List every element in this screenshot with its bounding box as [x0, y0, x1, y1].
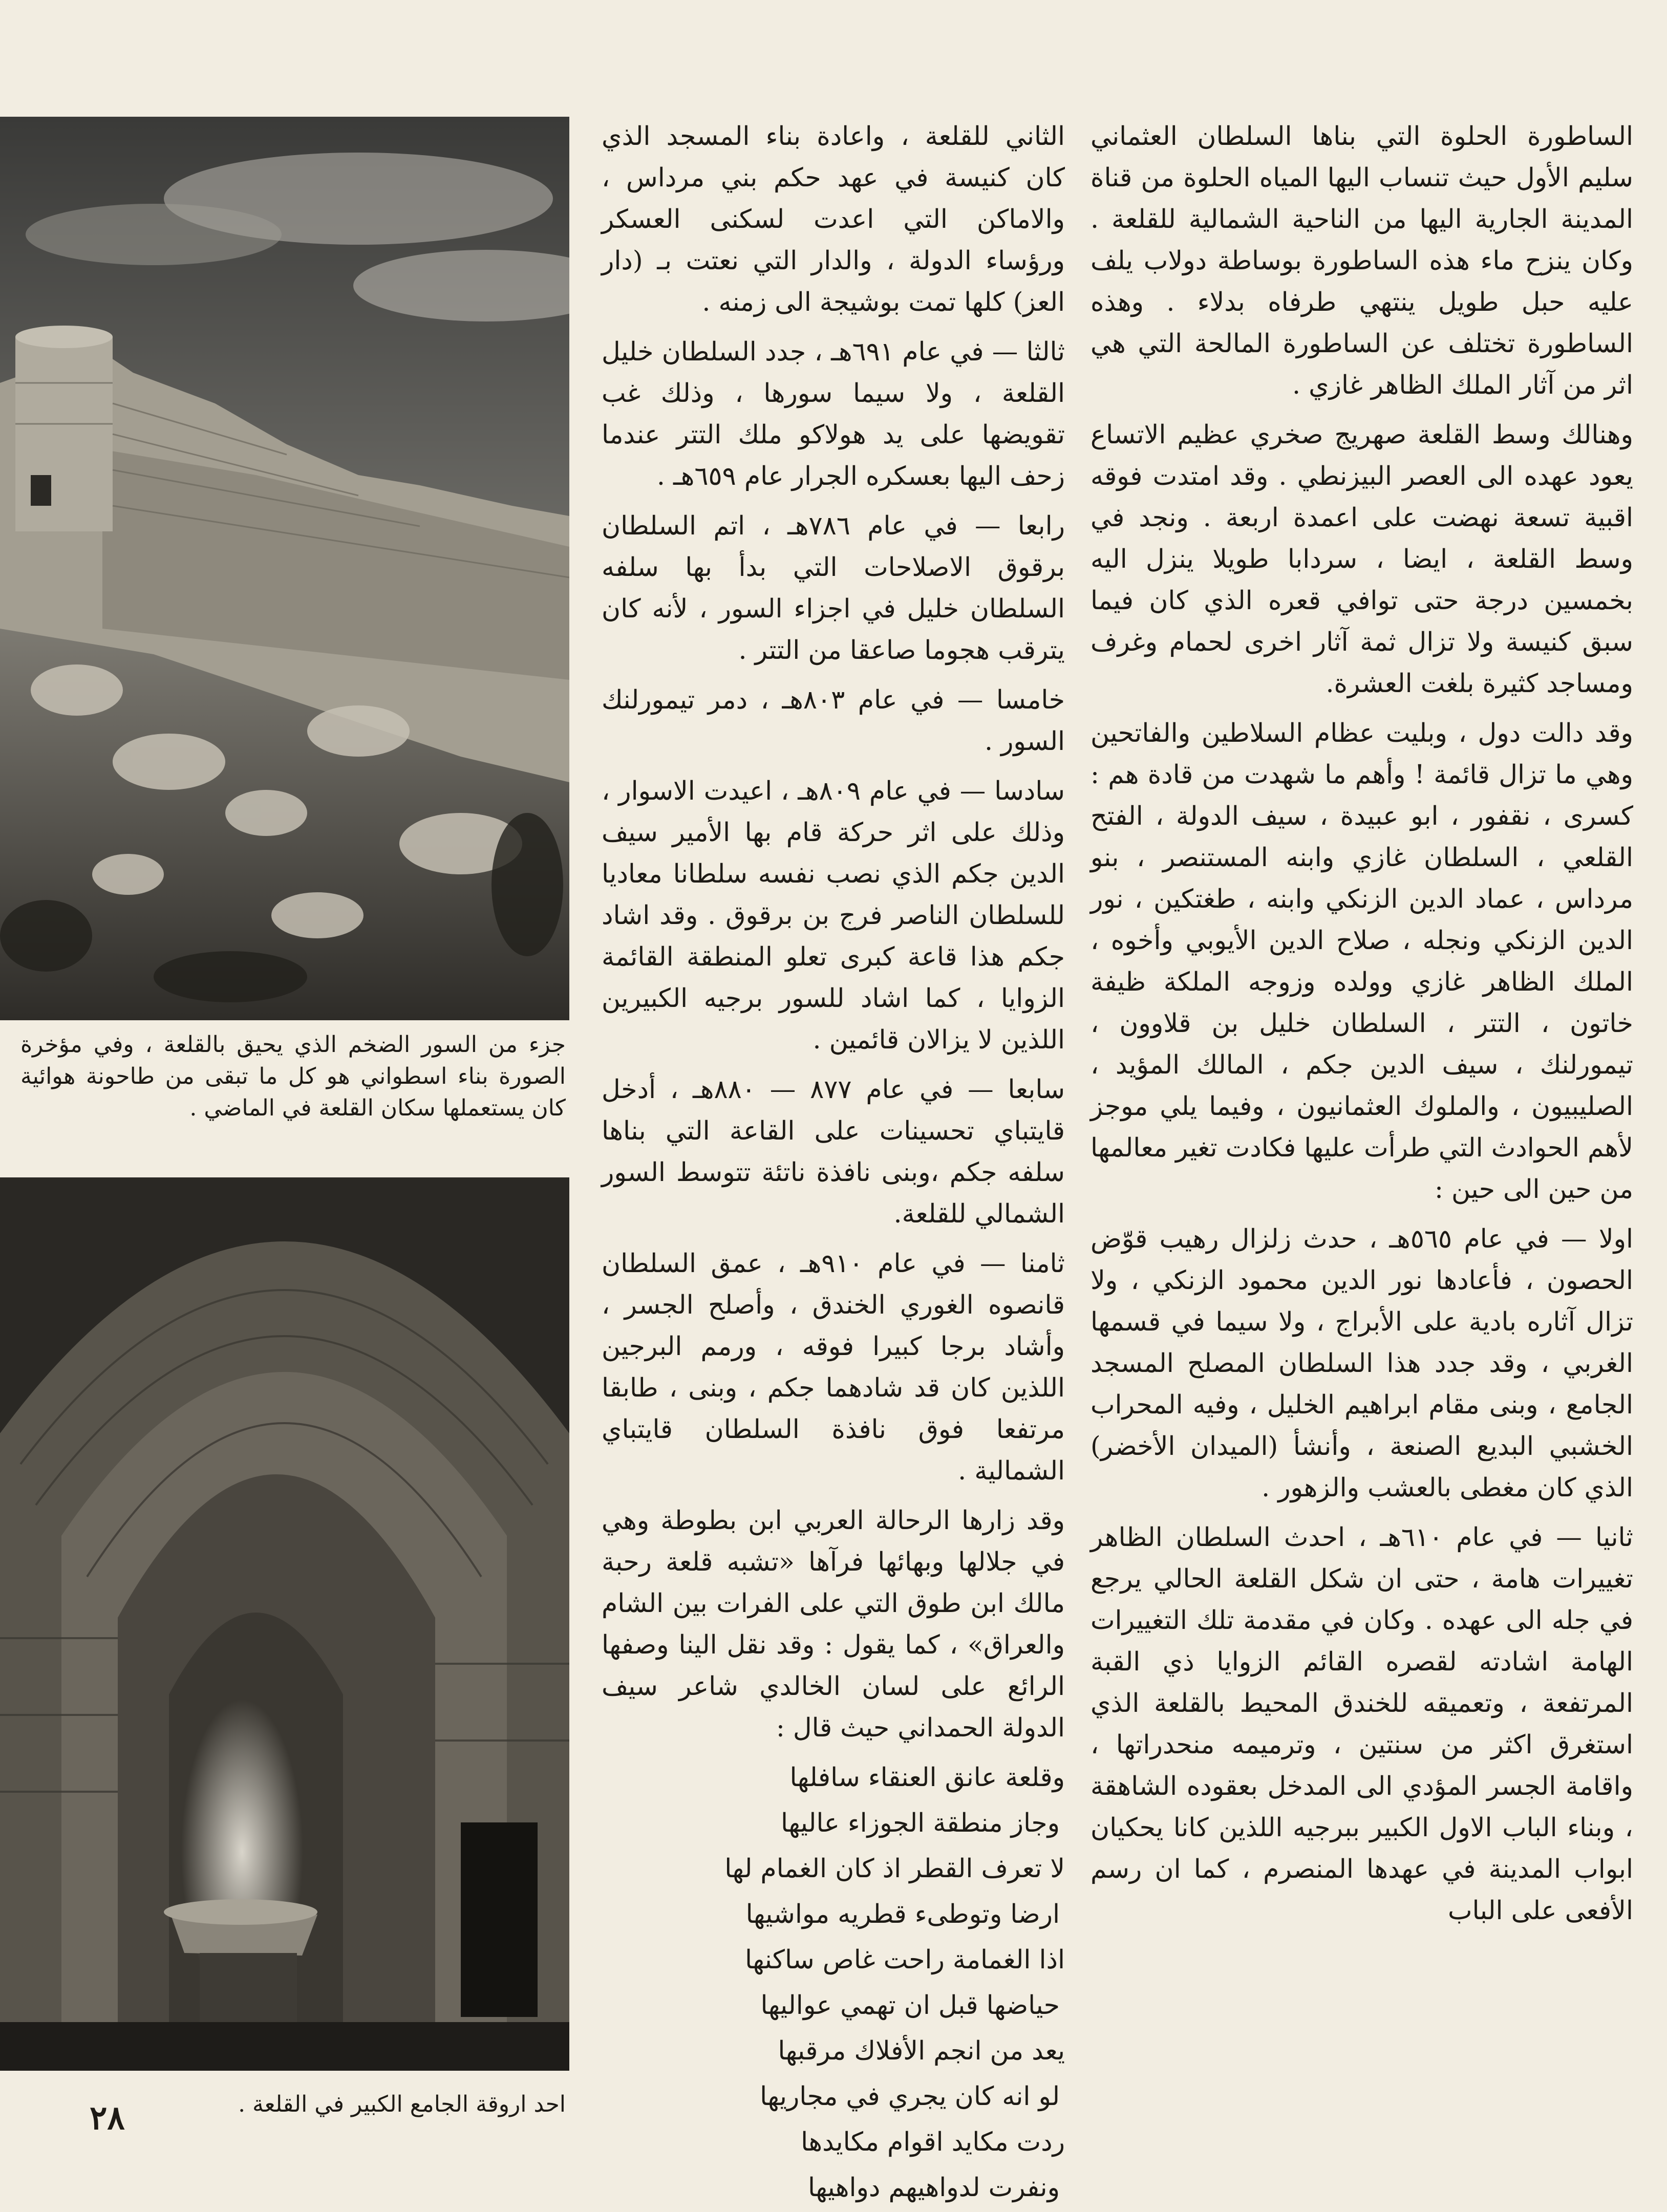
paragraph: الثاني للقلعة ، واعادة بناء المسجد الذي كان كنيسة في عهد حكم بني مرداس ، والاماكن التي اعدت لسكنى العسكر ورؤساء الدولة ، والدار التي نعتت بـ (دار العز) كلها تمت بوشيجة الى زمنه . — [602, 121, 1065, 317]
paragraph: سادسا — في عام ٨٠٩هـ ، اعيدت الاسوار ، وذلك على اثر حركة قام بها الأمير سيف الدين جكم الذي نصب نفسه سلطانا معاديا للسلطان الناصر فرج بن برقوق . وقد اشاد جكم هذا قاعة كبرى تعلو المنطقة القائمة الزوايا ، كما اشاد للسور برجيه الكبيرين اللذين لا يزالان قائمين . — [602, 776, 1065, 1055]
right-text-column — [1091, 115, 1633, 1939]
middle-text-column — [602, 115, 1065, 2212]
poem-verse: وقلعة عانق العنقاء سافلها — [789, 1762, 1065, 1792]
page-number: ٢٨ — [90, 2099, 125, 2137]
paragraph: وهنالك وسط القلعة صهريج صخري عظيم الاتساع يعود عهده الى العصر البيزنطي . وقد امتدت فوقه اقبية تسعة نهضت على اعمدة اربعة . ونجد في وسط القلعة ، ايضا ، سردابا طويلا ينزل اليه بخمسين درجة حتى توافي قعره الذي كان فيما سبق كنيسة ولا تزال ثمة آثار اخرى لحمام وغرف ومساجد كثيرة بلغت العشرة. — [1091, 419, 1633, 698]
citadel-wall-photo — [0, 117, 569, 1020]
bottom-photo-caption: احد اروقة الجامع الكبير في القلعة . — [238, 2091, 566, 2117]
poem-verse: ارضا وتوطىء قطريه مواشيها — [745, 1899, 1060, 1929]
poem-verse: ردت مكايد اقوام مكايدها — [801, 2127, 1065, 2157]
paragraph: ثامنا — في عام ٩١٠هـ ، عمق السلطان قانصوه الغوري الخندق ، وأصلح الجسر ، وأشاد برجا كبيرا فوقه ، ورمم البرجين اللذين كان قد شادهما جكم ، وبنى ، طابقا مرتفعا فوق نافذة السلطان قايتباي الشمالية . — [602, 1248, 1065, 1486]
paragraph: سابعا — في عام ٨٧٧ — ٨٨٠هـ ، أدخل قايتباي تحسينات على القاعة التي بناها سلفه جكم ،وبنى نافذة ناتئة تتوسط السور الشمالي للقلعة. — [602, 1074, 1065, 1229]
paragraph: رابعا — في عام ٧٨٦هـ ، اتم السلطان برقوق الاصلاحات التي بدأ بها سلفه السلطان خليل في اجزاء السور ، لأنه كان يترقب هجوما صاعقا من التتر . — [602, 510, 1065, 665]
vaulted-arcade-photo — [0, 1177, 569, 2071]
paragraph: ثالثا — في عام ٦٩١هـ ، جدد السلطان خليل القلعة ، ولا سيما سورها ، وذلك غب تقويضها على يد هولاكو ملك التتر عندما زحف اليها بعسكره الجرار عام ٦٥٩هـ . — [602, 336, 1065, 491]
paragraph: خامسا — في عام ٨٠٣هـ ، دمر تيمورلنك السور . — [602, 684, 1065, 756]
paragraph: وقد دالت دول ، وبليت عظام السلاطين والفاتحين وهي ما تزال قائمة ! وأهم ما شهدت من قادة هم : كسرى ، نقفور ، ابو عبيدة ، سيف الدولة ، الفتح القلعي ، السلطان غازي وابنه المستنصر ، بنو مرداس ، عماد الدين الزنكي وابنه ، طغتكين ، نور الدين الزنكي ونجله ، صلاح الدين الأيوبي وأخوه ، الملك الظاهر غازي وولده وزوجه الملكة ظيفة خاتون ، التتر ، السلطان خليل بن قلاوون ، تيمورلنك ، سيف الدين جكم ، المالك المؤيد ، الصليبيون ، والملوك العثمانيون ، وفيما يلي موجز لأهم الحوادث التي طرأت عليها فكادت تغير معالمها من حين الى حين : — [1091, 718, 1633, 1204]
paragraph: اولا — في عام ٥٦٥هـ ، حدث زلزال رهيب قوّض الحصون ، فأعادها نور الدين محمود الزنكي ، ولا تزال آثاره بادية على الأبراج ، ولا سيما في قسمها الغربي ، وقد جدد هذا السلطان المصلح المسجد الجامع ، وبنى مقام ابراهيم الخليل ، وفيه المحراب الخشبي البديع الصنعة ، وأنشأ (الميدان الأخضر) الذي كان مغطى بالعشب والزهور . — [1091, 1223, 1633, 1502]
poem-verse: لو انه كان يجري في مجاريها — [760, 2081, 1060, 2111]
paragraph: الساطورة الحلوة التي بناها السلطان العثماني سليم الأول حيث تنساب اليها المياه الحلوة من قناة المدينة الجارية اليها من الناحية الشمالية للقلعة . وكان ينزح ماء هذه الساطورة بوساطة دولاب يلف عليه حبل طويل ينتهي طرفاه بدلاء . وهذه الساطورة تختلف عن الساطورة المالحة التي هي اثر من آثار الملك الظاهر غازي . — [1091, 121, 1633, 400]
poem-verse: اذا الغمامة راحت غاص ساكنها — [745, 1944, 1065, 1974]
poem-verse: وجاز منطقة الجوزاء عاليها — [781, 1808, 1060, 1838]
poem-verse: يعد من انجم الأفلاك مرقبها — [778, 2035, 1065, 2066]
paragraph: وقد زارها الرحالة العربي ابن بطوطة وهي في جلالها وبهائها فرآها «تشبه قلعة رحبة مالك ابن طوق التي على الفرات بين الشام والعراق» ، كما يقول : وقد نقل الينا وصفها الرائع على لسان الخالدي شاعر سيف الدولة الحمداني حيث قال : — [602, 1505, 1065, 1743]
top-photo-caption: جزء من السور الضخم الذي يحيق بالقلعة ، وفي مؤخرة الصورة بناء اسطواني هو كل ما تبقى من طاحونة هوائية كان يستعملها سكان القلعة في الماضي . — [20, 1032, 566, 1121]
poem-verse: لا تعرف القطر اذ كان الغمام لها — [724, 1853, 1065, 1883]
paragraph: ثانيا — في عام ٦١٠هـ ، احدث السلطان الظاهر تغييرات هامة ، حتى ان شكل القلعة الحالي يرجع في جله الى عهده . وكان في مقدمة تلك التغييرات الهامة اشادته لقصره القائم الزوايا ذي القبة المرتفعة ، وتعميقه للخندق المحيط بالقلعة الذي استغرق اكثر من سنتين ، وترميمه منحدراتها ، واقامة الجسر المؤدي الى المدخل بعقوده الشاهقة ، وبناء الباب الاول الكبير ببرجيه اللذين كانا يحكيان ابواب المدينة في عهدها المنصرم ، كما ان رسم الأفعى على الباب — [1091, 1522, 1633, 1925]
poem-verse: حياضها قبل ان تهمي عواليها — [760, 1990, 1060, 2020]
poem-verse: ونفرت لدواهيهم دواهيها — [807, 2172, 1060, 2202]
